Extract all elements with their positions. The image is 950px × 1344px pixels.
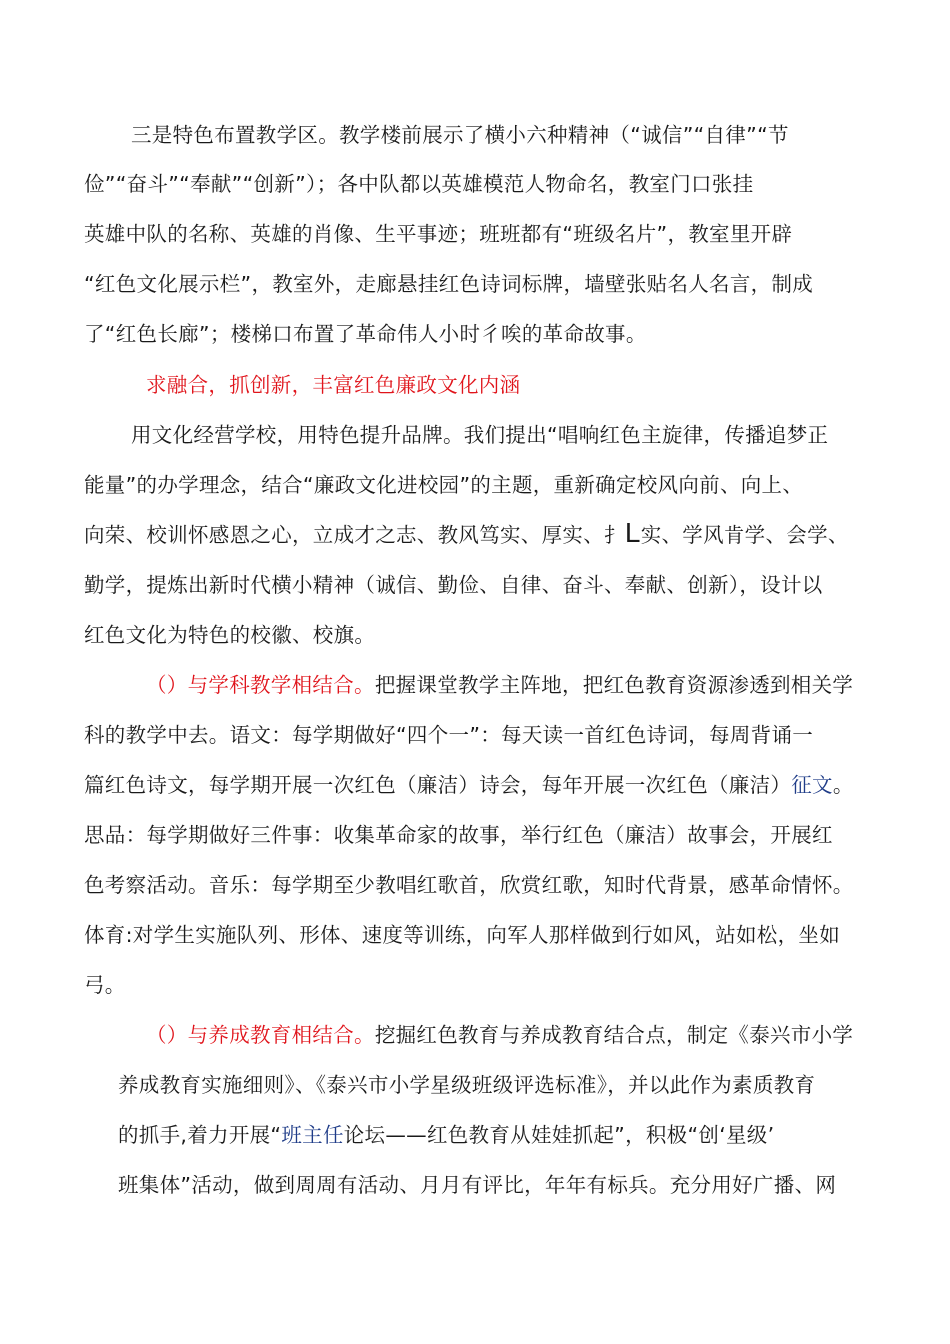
p3-line-1 <box>146 671 853 699</box>
p4-line-1 <box>146 1021 853 1049</box>
p2-line-4: 勤学，提炼出新时代横小精神（诚信、勤俭、自律、奋斗、奉献、创新），设计以 <box>84 573 823 597</box>
p1-line-5: 了“红色长廊”；楼梯口布置了革命伟人小时彳唉的革命故事。 <box>84 322 647 346</box>
p4-line-2: 养成教育实施细则》、《泰兴市小学星级班级评选标准》，并以此作为素质教育 <box>118 1073 816 1097</box>
p3-line-4: 思品：每学期做好三件事：收集革命家的故事，举行红色（廉洁）故事会，开展红 <box>84 823 833 847</box>
p3-line-3 <box>84 771 854 799</box>
p3-line-6: 体育:对学生实施队列、形体、速度等训练，向军人那样做到行如风，站如松，坐如 <box>84 923 841 947</box>
p4-line-3-part-a: 的抓手,着力开展“ <box>118 1123 282 1147</box>
p4-line-3-part-c: 论坛——红色教育从娃娃抓起”，积极“创‘星级’ <box>343 1123 775 1147</box>
section-heading: 求融合，抓创新，丰富红色廉政文化内涵 <box>146 373 521 397</box>
p4-line-1-text: 挖掘红色教育与养成教育结合点，制定《泰兴市小学 <box>374 1023 854 1047</box>
p2-line-1: 用文化经营学校，用特色提升品牌。我们提出“唱响红色主旋律，传播追梦正 <box>131 423 829 447</box>
p3-line-5: 色考察活动。音乐：每学期至少教唱红歌首，欣赏红歌，知时代背景，感革命情怀。 <box>84 873 854 897</box>
p3-line-7: 弓。 <box>84 973 126 997</box>
p3-line-1-text: 把握课堂教学主阵地，把红色教育资源渗透到相关学 <box>374 673 854 697</box>
p4-line-4: 班集体”活动，做到周周有活动、月月有评比，年年有标兵。充分用好广播、网 <box>118 1173 837 1197</box>
p4-line-3 <box>118 1121 774 1149</box>
p3-line-3-link: 征文 <box>791 773 833 797</box>
p4-lead-heading: （）与养成教育相结合。 <box>146 1023 375 1047</box>
p1-line-1: 三是特色布置教学区。教学楼前展示了横小六种精神（“诚信”“自律”“节 <box>131 123 789 147</box>
p3-line-3-part-a: 篇红色诗文，每学期开展一次红色（廉洁）诗会，每年开展一次红色（廉洁） <box>84 773 792 797</box>
p2-line-3-part-a: 向荣、校训怀感恩之心，立成才之志、教风笃实、厚实、扌 <box>84 523 625 547</box>
p1-line-3: 英雄中队的名称、英雄的肖像、生平事迹；班班都有“班级名片”，教室里开辟 <box>84 222 793 246</box>
p2-line-2: 能量”的办学理念，结合“廉政文化进校园”的主题，重新确定校风向前、向上、 <box>84 473 804 497</box>
p3-line-2: 科的教学中去。语文：每学期做好“四个一”：每天读一首红色诗词，每周背诵一 <box>84 723 814 747</box>
p2-line-5: 红色文化为特色的校徽、校旗。 <box>84 623 376 647</box>
p3-lead-heading: （）与学科教学相结合。 <box>146 673 375 697</box>
p1-line-4: “红色文化展示栏”，教室外，走廊悬挂红色诗词标牌，墙壁张贴名人名言，制成 <box>84 272 814 296</box>
p4-line-3-link: 班主任 <box>281 1123 344 1147</box>
p2-line-3-part-c: 实、学风肯学、会学、 <box>640 523 849 547</box>
p1-line-2: 俭”“奋斗”“奉献”“创新”）；各中队都以英雄模范人物命名，教室门口张挂 <box>84 172 754 196</box>
p2-line-3 <box>84 517 849 549</box>
p2-line-3-glyph: L <box>624 517 641 548</box>
p3-line-3-part-c: 。 <box>832 773 854 797</box>
